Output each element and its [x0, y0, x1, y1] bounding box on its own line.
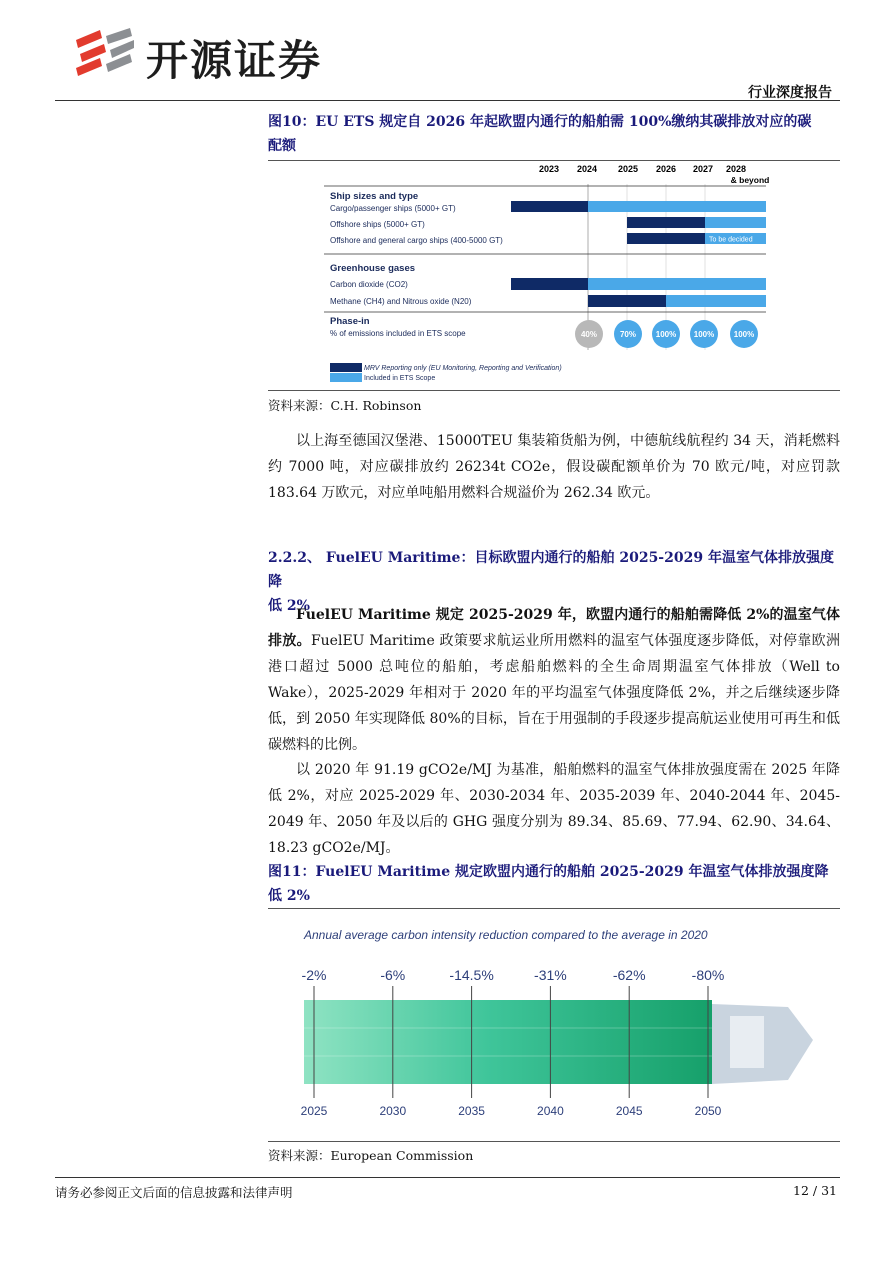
report-type: 行业深度报告 — [748, 85, 832, 101]
row-label: Cargo/passenger ships (5000+ GT) — [330, 204, 456, 213]
ship-hull — [304, 1000, 712, 1084]
paragraph-1: 以上海至德国汉堡港、15000TEU 集装箱货船为例，中德航线航程约 34 天，消耗燃料约 7000 吨，对应碳排放约 26234t CO2e，假设碳配额单价为 70 欧元/吨，对应罚款 183.64 万欧元，对应单吨船用燃料合规溢价为 262.34 欧元。 — [268, 433, 840, 501]
year-label: 2045 — [615, 1104, 643, 1118]
year-label: 2050 — [694, 1104, 722, 1118]
reduction-label: -2% — [301, 967, 327, 983]
figure10-bottom-rule — [268, 390, 840, 391]
row-label: Offshore ships (5000+ GT) — [330, 220, 425, 229]
paragraph-2-body: FuelEU Maritime 政策要求航运业所用燃料的温室气体强度逐步降低，对停靠欧洲港口超过 5000 总吨位的船舶，考虑船舶燃料的全生命周期温室气体排放（Well to Wake），2025-2029 年相对于 2020 年的平均温室气体强度降低 2%，并之后继续逐步降低，到 2050 年实现降低 80%的目标，旨在于用强制的手段逐步提高航运业使用可再生和低碳燃料的比例。 — [268, 633, 840, 753]
bar-ets — [588, 278, 766, 290]
section1-title: Ship sizes and type — [330, 191, 419, 202]
row-label: Carbon dioxide (CO2) — [330, 280, 408, 289]
figure10-title-line1: 图10：EU ETS 规定自 2026 年起欧盟内通行的船舶需 100%缴纳其碳排放对应的碳 — [268, 114, 812, 130]
year-label: 2026 — [655, 164, 677, 174]
chart-title: Annual average carbon intensity reduction compared to the average in 2020 — [304, 928, 708, 942]
bar-mrv — [627, 217, 705, 228]
bar-ets — [588, 201, 766, 212]
row-label: Methane (CH4) and Nitrous oxide (N20) — [330, 297, 472, 306]
section3-title: Phase-in — [330, 316, 370, 327]
figure11-title-line1: 图11：FuelEU Maritime 规定欧盟内通行的船舶 2025-2029 年温室气体排放强度降 — [268, 864, 829, 880]
phase-sub: % of emissions included in ETS scope — [330, 329, 466, 338]
reduction-label: -31% — [534, 967, 567, 983]
year-label: 2024 — [576, 164, 598, 174]
ship-bridge — [730, 1016, 764, 1068]
year-label: 2025 — [300, 1104, 328, 1118]
ets-timeline-chart — [268, 160, 840, 390]
tbd-label: To be decided — [709, 236, 753, 244]
year-label: 2028 — [725, 164, 747, 174]
phase-value: 100% — [655, 330, 677, 339]
reduction-label: -80% — [691, 967, 725, 983]
reduction-label: -62% — [612, 967, 646, 983]
phase-value: 100% — [733, 330, 755, 339]
paragraph-2-lead: FuelEU Maritime 规定 2025-2029 年，欧盟内通行的船舶需降低 2%的温室气体排放。 — [268, 607, 840, 649]
section-heading-line2: 低 2% — [268, 598, 310, 614]
paragraph-3: 以 2020 年 91.19 gCO2e/MJ 为基准，船舶燃料的温室气体排放强度需在 2025 年降低 2%，对应 2025-2029 年、2030-2034 年、2035-2039 年、2040-2044 年、2045-2049 年、2050 年及以后的 GHG 强度分别为 89.34、85.69、77.94、62.90、34.64、18.23 gCO2e/MJ。 — [268, 762, 840, 856]
section2-title: Greenhouse gases — [330, 263, 416, 274]
year-label: 2040 — [537, 1104, 564, 1118]
logo-mark-icon — [72, 26, 138, 80]
legend-ets-label: Included in ETS Scope — [364, 375, 436, 382]
figure11-source: 资料来源：European Commission — [268, 1148, 474, 1163]
bar-mrv — [588, 295, 666, 307]
year-label: 2030 — [379, 1104, 407, 1118]
bar-mrv — [511, 201, 588, 212]
year-label: 2027 — [692, 164, 714, 174]
reduction-label: -14.5% — [449, 967, 494, 983]
row-label: Offshore and general cargo ships (400-5000 GT) — [330, 236, 503, 245]
phase-value: 100% — [693, 330, 715, 339]
page-number: 12 / 31 — [793, 1183, 837, 1198]
bar-ets — [666, 295, 766, 307]
reduction-label: -6% — [380, 967, 406, 983]
figure11-top-rule — [268, 908, 840, 909]
figure11-title-line2: 低 2% — [268, 888, 310, 904]
paragraph-2 — [268, 602, 840, 758]
year-label: 2023 — [538, 164, 560, 174]
figure10-source: 资料来源：C.H. Robinson — [268, 398, 422, 413]
bar-mrv — [511, 278, 588, 290]
fueleu-ship-chart — [268, 912, 840, 1140]
year-label: 2025 — [617, 164, 639, 174]
header-divider — [55, 100, 840, 101]
footer-disclaimer: 请务必参阅正文后面的信息披露和法律声明 — [55, 1185, 293, 1200]
bar-mrv — [627, 233, 705, 244]
figure11-bottom-rule — [268, 1141, 840, 1142]
phase-value: 70% — [619, 330, 637, 339]
legend-mrv-label: MRV Reporting only (EU Monitoring, Reporting and Verification) — [364, 365, 562, 372]
footer-divider — [55, 1177, 840, 1178]
figure11-title — [268, 860, 840, 908]
phase-value: 40% — [580, 330, 598, 339]
figure10-title-line2: 配额 — [268, 138, 296, 154]
bar-ets — [705, 217, 766, 228]
year-label: 2035 — [458, 1104, 485, 1118]
year-suffix: & beyond — [730, 175, 770, 185]
figure10-title — [268, 110, 840, 158]
legend-ets-swatch — [330, 373, 362, 382]
legend-mrv-swatch — [330, 363, 362, 372]
section-heading-line1: 2.2.2、 FuelEU Maritime：目标欧盟内通行的船舶 2025-2029 年温室气体排放强度降 — [268, 550, 834, 590]
logo-text: 开源证券 — [146, 36, 323, 85]
